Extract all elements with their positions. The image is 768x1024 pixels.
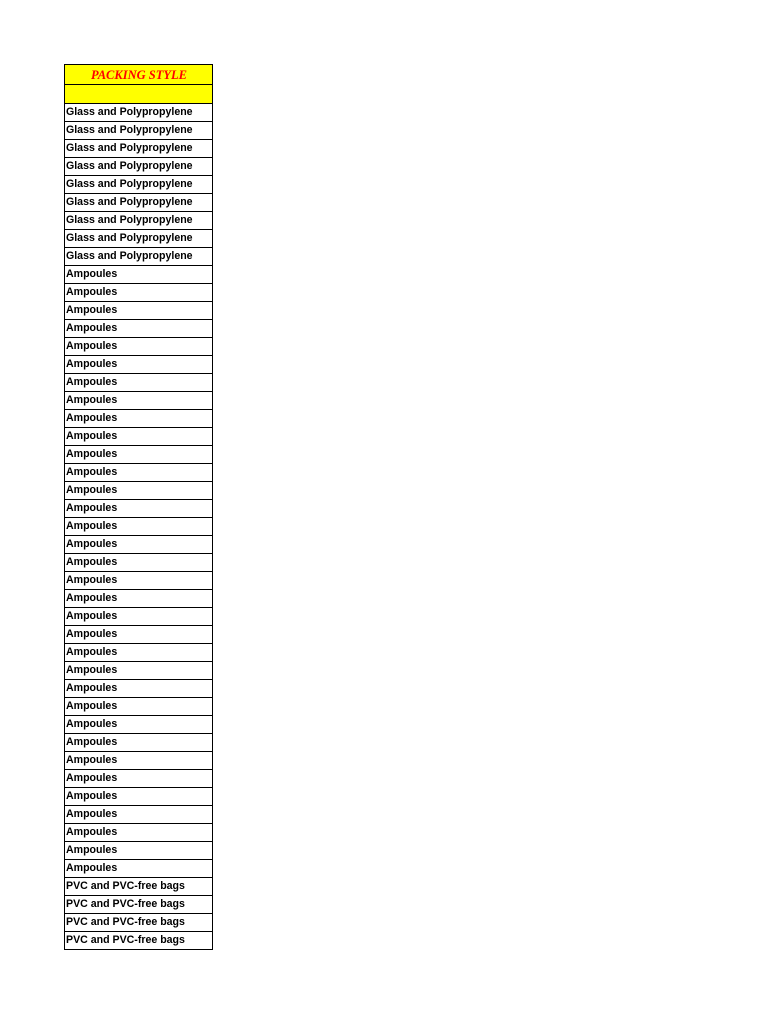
packing-style-cell[interactable]: Ampoules bbox=[65, 806, 213, 824]
packing-style-cell[interactable]: Ampoules bbox=[65, 410, 213, 428]
table-row bbox=[65, 518, 213, 536]
table-row bbox=[65, 338, 213, 356]
table-row bbox=[65, 392, 213, 410]
packing-style-cell[interactable]: Ampoules bbox=[65, 770, 213, 788]
table-row bbox=[65, 248, 213, 266]
table-row bbox=[65, 266, 213, 284]
packing-style-cell[interactable]: PVC and PVC-free bags bbox=[65, 896, 213, 914]
table-row bbox=[65, 212, 213, 230]
packing-style-table bbox=[64, 64, 213, 950]
packing-style-cell[interactable]: PVC and PVC-free bags bbox=[65, 914, 213, 932]
packing-style-cell[interactable]: Ampoules bbox=[65, 464, 213, 482]
table-row bbox=[65, 554, 213, 572]
packing-style-cell[interactable]: Ampoules bbox=[65, 698, 213, 716]
table-row bbox=[65, 770, 213, 788]
table-body bbox=[65, 65, 213, 950]
table-row bbox=[65, 860, 213, 878]
packing-style-cell[interactable]: Ampoules bbox=[65, 590, 213, 608]
table-row bbox=[65, 878, 213, 896]
packing-style-cell[interactable]: PVC and PVC-free bags bbox=[65, 878, 213, 896]
packing-style-cell[interactable]: Glass and Polypropylene bbox=[65, 230, 213, 248]
packing-style-cell[interactable]: Ampoules bbox=[65, 734, 213, 752]
table-row bbox=[65, 914, 213, 932]
packing-style-cell[interactable]: Glass and Polypropylene bbox=[65, 176, 213, 194]
table-row bbox=[65, 500, 213, 518]
table-row bbox=[65, 698, 213, 716]
packing-style-cell[interactable]: Ampoules bbox=[65, 644, 213, 662]
table-row bbox=[65, 590, 213, 608]
packing-style-cell[interactable]: Glass and Polypropylene bbox=[65, 248, 213, 266]
table-row bbox=[65, 356, 213, 374]
table-row bbox=[65, 716, 213, 734]
packing-style-cell[interactable]: Glass and Polypropylene bbox=[65, 140, 213, 158]
packing-style-cell[interactable]: Ampoules bbox=[65, 860, 213, 878]
table-row bbox=[65, 842, 213, 860]
packing-style-cell[interactable]: Ampoules bbox=[65, 392, 213, 410]
table-row bbox=[65, 734, 213, 752]
packing-style-cell[interactable]: Ampoules bbox=[65, 500, 213, 518]
column-header-packing-style[interactable]: PACKING STYLE bbox=[65, 65, 213, 85]
table-row bbox=[65, 464, 213, 482]
packing-style-cell[interactable]: Ampoules bbox=[65, 608, 213, 626]
table-row bbox=[65, 374, 213, 392]
table-row bbox=[65, 176, 213, 194]
packing-style-cell[interactable]: Ampoules bbox=[65, 446, 213, 464]
packing-style-cell[interactable]: Glass and Polypropylene bbox=[65, 104, 213, 122]
packing-style-cell[interactable]: Ampoules bbox=[65, 482, 213, 500]
table-row bbox=[65, 230, 213, 248]
packing-style-cell[interactable]: Ampoules bbox=[65, 572, 213, 590]
packing-style-cell[interactable]: Ampoules bbox=[65, 320, 213, 338]
table-row bbox=[65, 626, 213, 644]
packing-style-cell[interactable]: Ampoules bbox=[65, 428, 213, 446]
packing-style-cell[interactable]: Ampoules bbox=[65, 518, 213, 536]
table-row bbox=[65, 302, 213, 320]
packing-style-cell[interactable]: Ampoules bbox=[65, 356, 213, 374]
packing-style-cell[interactable]: Ampoules bbox=[65, 842, 213, 860]
table-row bbox=[65, 608, 213, 626]
table-row bbox=[65, 428, 213, 446]
packing-style-cell[interactable]: Ampoules bbox=[65, 338, 213, 356]
packing-style-cell[interactable]: Ampoules bbox=[65, 716, 213, 734]
table-row bbox=[65, 320, 213, 338]
table-row bbox=[65, 680, 213, 698]
table-row bbox=[65, 140, 213, 158]
table-row bbox=[65, 752, 213, 770]
packing-style-cell[interactable]: Ampoules bbox=[65, 554, 213, 572]
packing-style-cell[interactable]: Ampoules bbox=[65, 752, 213, 770]
packing-style-cell[interactable]: Glass and Polypropylene bbox=[65, 122, 213, 140]
table-row bbox=[65, 410, 213, 428]
table-row bbox=[65, 572, 213, 590]
table-row bbox=[65, 122, 213, 140]
header-blank-cell[interactable] bbox=[65, 85, 213, 104]
header-row bbox=[65, 65, 213, 85]
packing-style-cell[interactable]: Ampoules bbox=[65, 302, 213, 320]
table-row bbox=[65, 284, 213, 302]
table-row bbox=[65, 158, 213, 176]
table-row bbox=[65, 194, 213, 212]
packing-style-cell[interactable]: Ampoules bbox=[65, 266, 213, 284]
table-row bbox=[65, 788, 213, 806]
table-row bbox=[65, 662, 213, 680]
packing-style-cell[interactable]: Glass and Polypropylene bbox=[65, 194, 213, 212]
table-row bbox=[65, 644, 213, 662]
table-row bbox=[65, 536, 213, 554]
packing-style-cell[interactable]: Glass and Polypropylene bbox=[65, 158, 213, 176]
table-row bbox=[65, 446, 213, 464]
table-row bbox=[65, 104, 213, 122]
table-row bbox=[65, 824, 213, 842]
packing-style-cell[interactable]: PVC and PVC-free bags bbox=[65, 932, 213, 950]
table-row bbox=[65, 896, 213, 914]
packing-style-cell[interactable]: Ampoules bbox=[65, 788, 213, 806]
table-row bbox=[65, 932, 213, 950]
packing-style-cell[interactable]: Ampoules bbox=[65, 536, 213, 554]
packing-style-cell[interactable]: Ampoules bbox=[65, 374, 213, 392]
packing-style-cell[interactable]: Ampoules bbox=[65, 626, 213, 644]
packing-style-cell[interactable]: Ampoules bbox=[65, 680, 213, 698]
table-row bbox=[65, 806, 213, 824]
packing-style-cell[interactable]: Ampoules bbox=[65, 284, 213, 302]
packing-style-cell[interactable]: Ampoules bbox=[65, 824, 213, 842]
header-blank-row bbox=[65, 85, 213, 104]
packing-style-cell[interactable]: Glass and Polypropylene bbox=[65, 212, 213, 230]
table-row bbox=[65, 482, 213, 500]
packing-style-cell[interactable]: Ampoules bbox=[65, 662, 213, 680]
